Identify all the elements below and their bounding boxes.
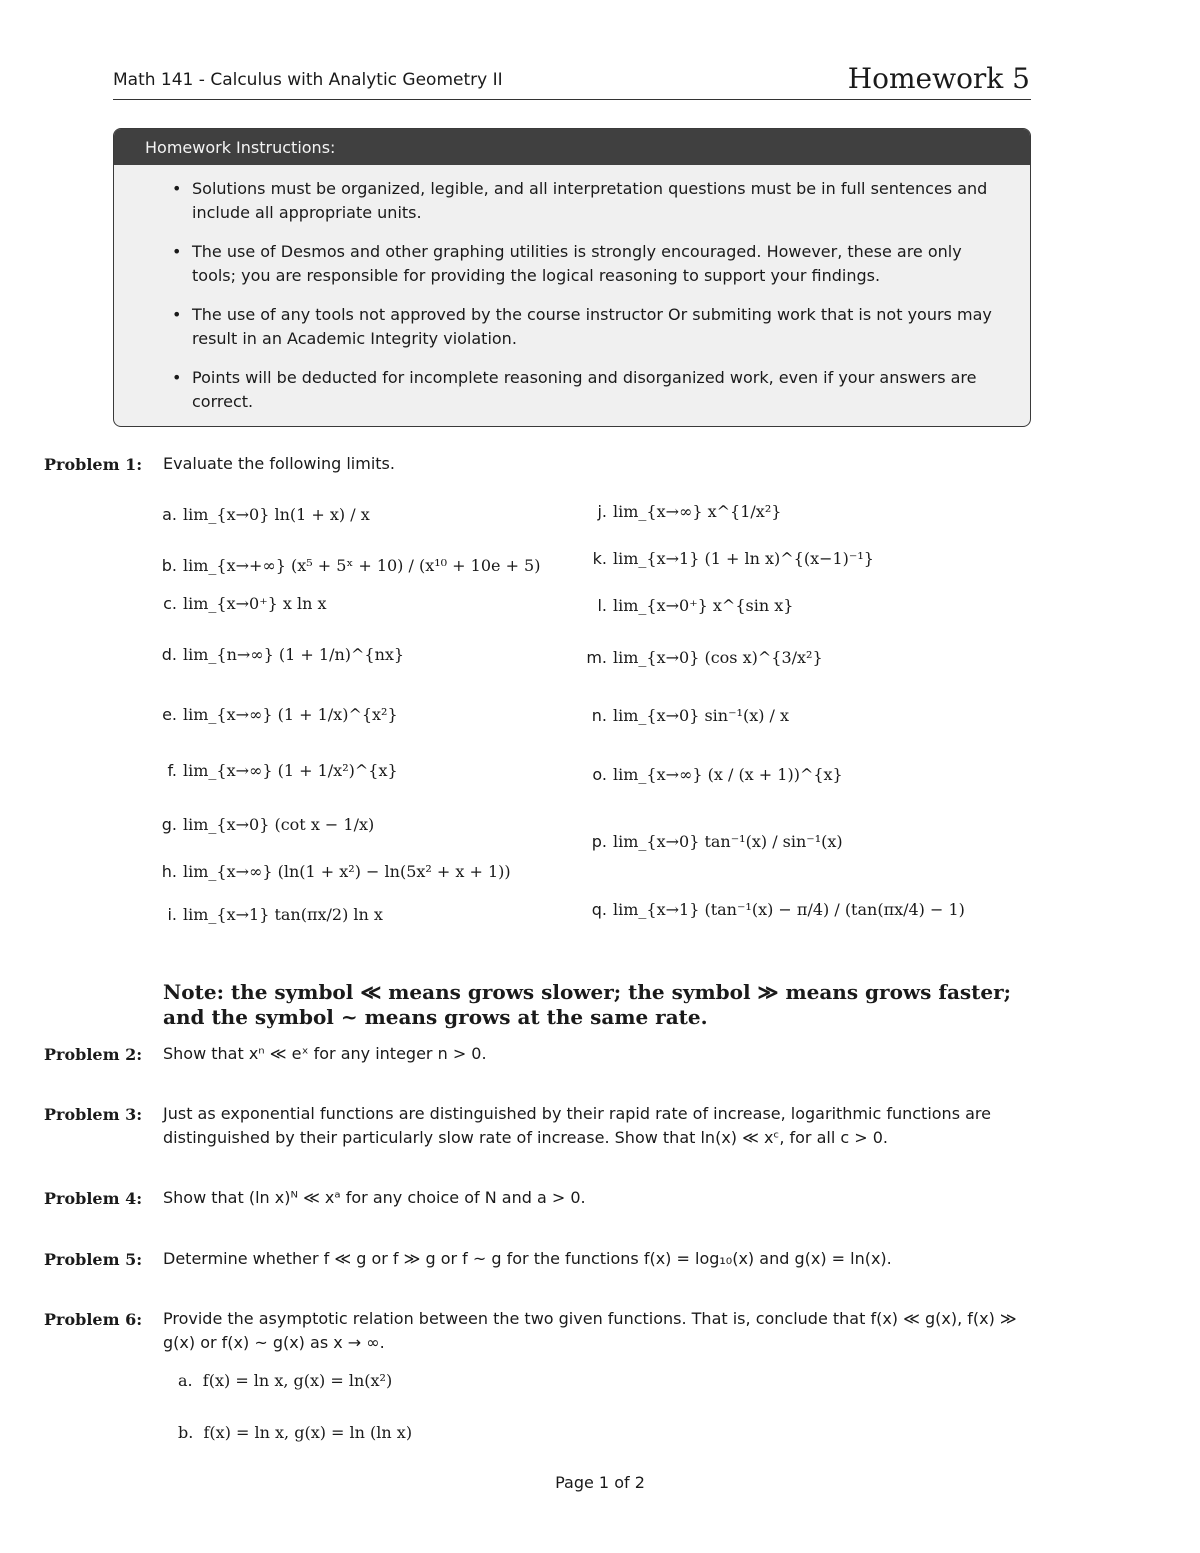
limit-item: h. lim_{x→∞} (ln(1 + x²) − ln(5x² + x + 1)) bbox=[161, 862, 511, 881]
instructions-list bbox=[114, 177, 1030, 414]
instruction-item: • Points will be deducted for incomplete reasoning and disorganized work, even if your answers are correct. bbox=[192, 366, 1002, 414]
limit-item: m. lim_{x→0} (cos x)^{3/x²} bbox=[586, 648, 823, 667]
problem-6-label: Problem 6: bbox=[44, 1310, 143, 1329]
limit-item: i. lim_{x→1} tan(πx/2) ln x bbox=[167, 905, 383, 924]
problem-2-text: Show that xⁿ ≪ eˣ for any integer n > 0. bbox=[163, 1044, 487, 1063]
note-text: Note: the symbol ≪ means grows slower; the symbol ≫ means grows faster; and the symbol ~ means grows at the same rate. bbox=[163, 980, 1012, 1029]
limit-item: o. lim_{x→∞} (x / (x + 1))^{x} bbox=[592, 765, 843, 784]
problem-2-label: Problem 2: bbox=[44, 1045, 143, 1064]
limit-item: g. lim_{x→0} (cot x − 1/x) bbox=[161, 815, 375, 834]
instructions-heading: Homework Instructions: bbox=[114, 129, 1030, 165]
page-title: Homework 5 bbox=[847, 62, 1030, 95]
limit-item: l. lim_{x→0⁺} x^{sin x} bbox=[597, 596, 794, 615]
problem-1-label: Problem 1: bbox=[44, 455, 143, 474]
limit-item: b. lim_{x→+∞} (x⁵ + 5ˣ + 10) / (x¹⁰ + 10e + 5) bbox=[161, 556, 541, 575]
instruction-item: • The use of Desmos and other graphing utilities is strongly encouraged. However, these are only tools; you are responsible for providing the logical reasoning to support your findings. bbox=[192, 240, 1002, 288]
limit-item: a. lim_{x→0} ln(1 + x) / x bbox=[162, 505, 370, 524]
problem-3-label: Problem 3: bbox=[44, 1105, 143, 1124]
problem-6-text: Provide the asymptotic relation between the two given functions. That is, conclude that f(x) ≪ g(x), f(x) ≫ g(x) or f(x) ~ g(x) as x → ∞. bbox=[163, 1309, 1017, 1352]
header-rule bbox=[113, 99, 1031, 100]
limit-item: c. lim_{x→0⁺} x ln x bbox=[163, 594, 327, 613]
instruction-item: • Solutions must be organized, legible, and all interpretation questions must be in full sentences and include all appropriate units. bbox=[192, 177, 1002, 225]
limit-item: e. lim_{x→∞} (1 + 1/x)^{x²} bbox=[162, 705, 398, 724]
page-footer: Page 1 of 2 bbox=[555, 1473, 645, 1492]
limit-item: k. lim_{x→1} (1 + ln x)^{(x−1)⁻¹} bbox=[592, 549, 874, 568]
problem-4-label: Problem 4: bbox=[44, 1189, 143, 1208]
problem-4-text: Show that (ln x)ᴺ ≪ xᵃ for any choice of N and a > 0. bbox=[163, 1188, 586, 1207]
problem-6-part: a. f(x) = ln x, g(x) = ln(x²) bbox=[178, 1371, 393, 1390]
problem-3-text: Just as exponential functions are distinguished by their rapid rate of increase, logarithmic functions are distinguished by their particularly slow rate of increase. Show that ln(x) ≪ xᶜ, for all c > 0. bbox=[163, 1104, 991, 1147]
problem-5-text: Determine whether f ≪ g or f ≫ g or f ~ g for the functions f(x) = log₁₀(x) and g(x) = ln(x). bbox=[163, 1249, 892, 1268]
instruction-item: • The use of any tools not approved by the course instructor Or submiting work that is not yours may result in an Academic Integrity violation. bbox=[192, 303, 1002, 351]
course-name: Math 141 - Calculus with Analytic Geometry II bbox=[113, 70, 503, 90]
limit-item: d. lim_{n→∞} (1 + 1/n)^{nx} bbox=[161, 645, 405, 664]
instructions-box bbox=[113, 128, 1031, 427]
problem-6-part: b. f(x) = ln x, g(x) = ln (ln x) bbox=[178, 1423, 413, 1442]
limit-item: n. lim_{x→0} sin⁻¹(x) / x bbox=[591, 706, 790, 725]
limit-item: j. lim_{x→∞} x^{1/x²} bbox=[597, 502, 782, 521]
problem-5-label: Problem 5: bbox=[44, 1250, 143, 1269]
limit-item: f. lim_{x→∞} (1 + 1/x²)^{x} bbox=[167, 761, 398, 780]
limit-item: p. lim_{x→0} tan⁻¹(x) / sin⁻¹(x) bbox=[591, 832, 843, 851]
problem-1-text: Evaluate the following limits. bbox=[163, 454, 395, 473]
limit-item: q. lim_{x→1} (tan⁻¹(x) − π/4) / (tan(πx/4) − 1) bbox=[591, 900, 965, 919]
